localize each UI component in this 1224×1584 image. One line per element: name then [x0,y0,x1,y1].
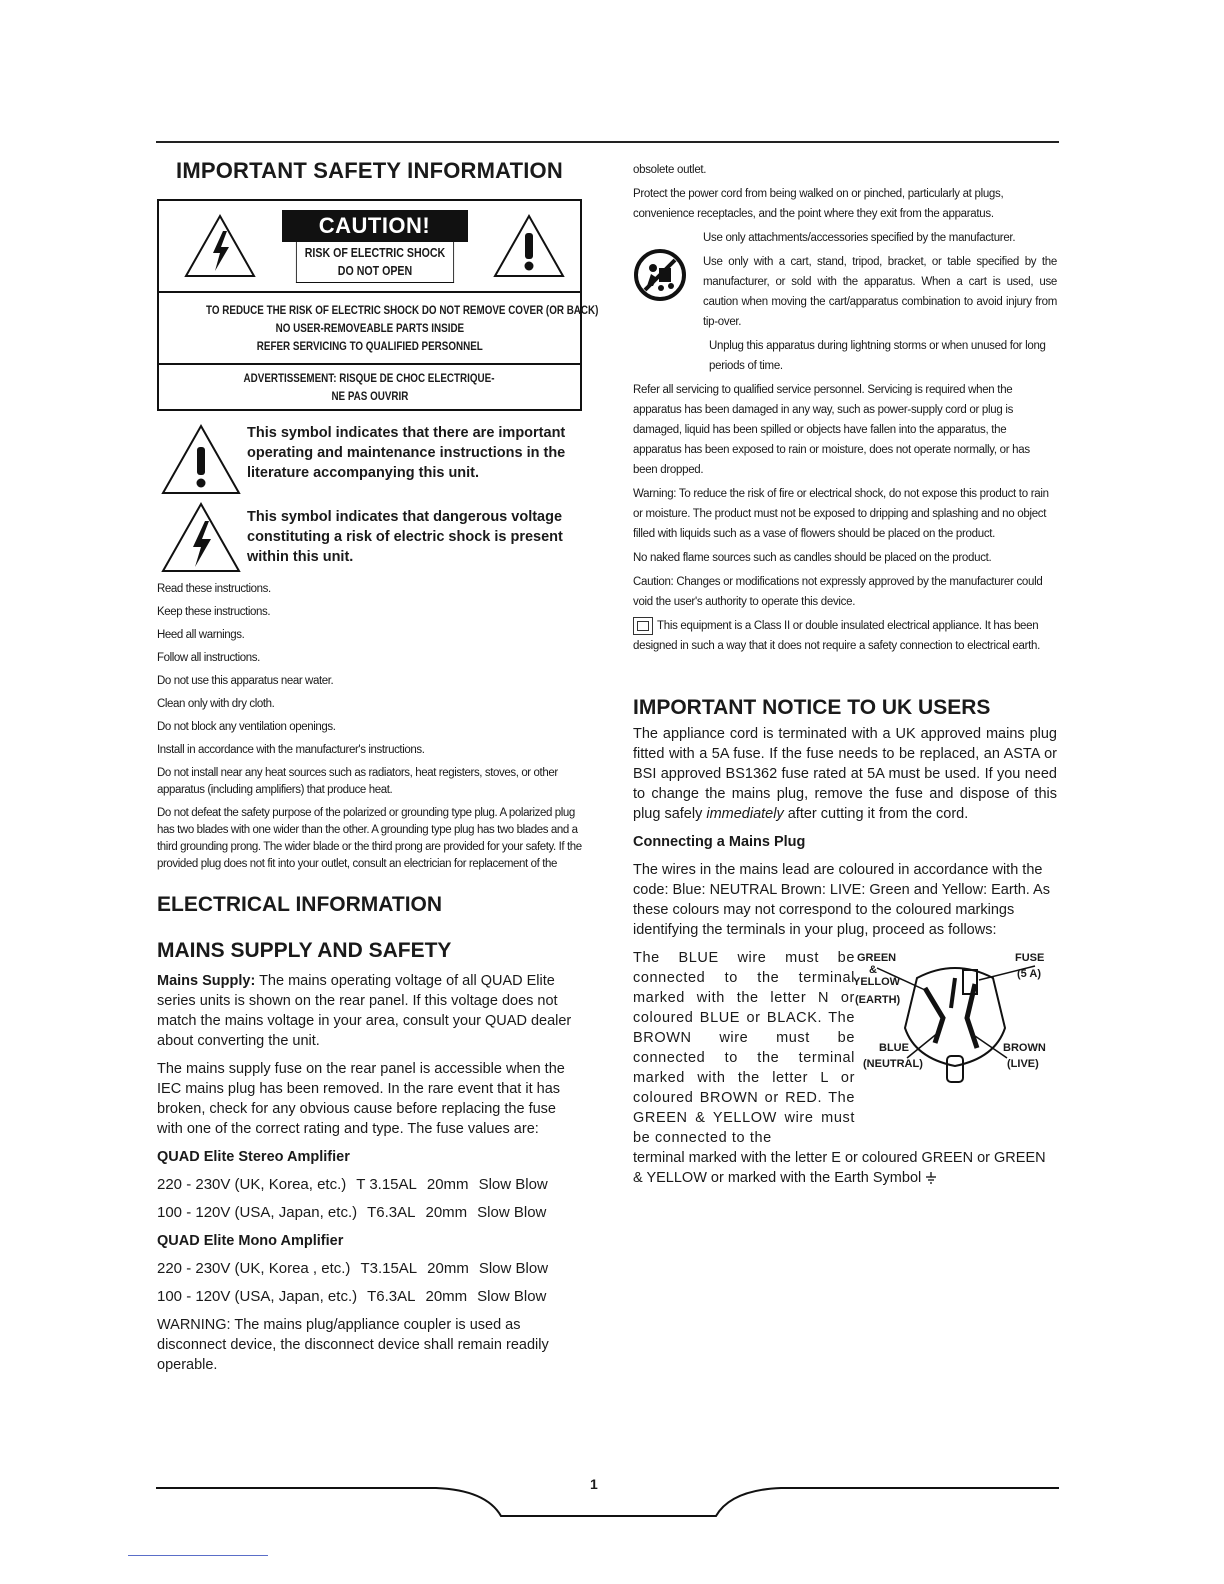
instruction-item: Do not defeat the safety purpose of the polarized or grounding type plug. A polarized plug has two blades with one wider than the other. A grounding type plug has two blades and a third grounding prong. The wider blade or the third prong are provided for your safety. If the provided plug does not fit into your outlet, consult an electrician for replacement of the [157,807,582,870]
power-cord-text: Protect the power cord from being walked on or pinched, particularly at plugs, convenience receptacles, and the point where they exit from the apparatus. [633,188,1004,220]
plug-instructions: The BLUE wire must be connected to the terminal marked with the letter N or coloured BLUE or BLACK. The BROWN wire must be connected to the terminal marked with the letter L or coloured BROWN or RED. The GREEN & YELLOW wire must be connected to the [633,950,855,1146]
label-fuse-value: (5 A) [1017,968,1042,980]
stereo-row [157,1203,582,1223]
wires-paragraph: The wires in the mains lead are coloured in accordance with the code: Blue: NEUTRAL Brown: LIVE: Green and Yellow: Earth. As these colours may not correspond to the coloured markings identifying the terminals in your plug, proceed as follows: [633,862,1050,938]
caution-row1-line1: TO REDUCE THE RISK OF ELECTRIC SHOCK DO NOT REMOVE COVER (OR BACK) [206,303,599,317]
uk-notice-body [633,724,1057,1188]
mains-title: MAINS SUPPLY AND SAFETY [157,939,452,962]
label-fuse: FUSE [1015,952,1045,964]
caution-warning-fr [159,363,580,409]
instruction-item: Follow all instructions. [157,652,260,664]
plug-instructions-end [633,1148,1057,1188]
earth-symbol-icon [925,1172,937,1184]
warning-paragraph: WARNING: The mains plug/appliance coupler is used as disconnect device, the disconnect device shall remain readily operable. [157,1317,549,1373]
safety-title: IMPORTANT SAFETY INFORMATION [176,158,563,183]
spec-range: 100 - 120V (USA, Japan, etc.) [157,1204,358,1221]
spec-size: 20mm [426,1176,469,1193]
label-yellow: YELLOW [853,976,901,988]
changes-caution-text: Caution: Changes or modifications not expressly approved by the manufacturer could void the user's authority to operate this device. [633,576,1043,608]
footer-decoration [156,1478,1059,1538]
spec-range: 220 - 230V (UK, Korea , etc.) [157,1260,351,1277]
uk-paragraph [633,724,1057,824]
instruction-item: Clean only with dry cloth. [157,698,275,710]
spec-size: 20mm [427,1260,469,1277]
tip-unplug: Unplug this apparatus during lightning storms or when unused for long periods of time. [709,340,1046,372]
caution-sub [295,242,453,283]
class2-text: This equipment is a Class II or double insulated electrical appliance. It has been designed in such a way that it does not require a safety connection to electrical earth. [633,620,1041,652]
label-live: (LIVE) [1007,1058,1039,1070]
mains-supply-paragraph [157,971,582,1051]
caution-title: CAUTION! [282,210,468,242]
uk-text-b: after cutting it from the cord. [783,806,969,822]
connecting-title: Connecting a Mains Plug [633,834,806,850]
header-rule [156,141,1059,143]
instructions-list [157,581,582,873]
uk-notice-title: IMPORTANT NOTICE TO UK USERS [633,696,991,719]
label-neutral: (NEUTRAL) [863,1058,923,1070]
bottom-link-underline [128,1555,268,1556]
uk-text-a: The appliance cord is terminated with a UK approved mains plug fitted with a 5A fuse. If the fuse needs to be replaced, an ASTA or BSI approved BS1362 fuse rated at 5A must be used. If you need to change the mains plug, remove the fuse and dispose of this plug safely [633,726,1057,822]
caution-row1-line2: NO USER-REMOVEABLE PARTS INSIDE [275,321,464,335]
plug-text-end: terminal marked with the letter E or coloured GREEN or GREEN & YELLOW or marked with the Earth Symbol [633,1150,1046,1186]
tip-over-block [633,228,1057,336]
label-earth: (EARTH) [855,994,901,1006]
spec-type: Slow Blow [477,1204,547,1221]
instruction-item: Do not use this apparatus near water. [157,675,334,687]
exclamation-triangle-icon [159,423,243,497]
instruction-item: Do not block any ventilation openings. [157,721,336,733]
label-amp: & [869,964,877,976]
instruction-item: Read these instructions. [157,583,271,595]
spec-type: Slow Blow [478,1260,549,1277]
spec-fuse: T6.3AL [367,1288,416,1305]
symbol-row-lightning [157,501,582,575]
caution-row1-line3: REFER SERVICING TO QUALIFIED PERSONNEL [256,339,483,353]
spec-type: Slow Blow [477,1288,547,1305]
symbol-row-exclamation [157,423,582,497]
right-instructions [633,160,1057,656]
caution-row2-line2: NE PAS OUVRIR [331,389,408,403]
spec-fuse: T3.15AL [360,1260,418,1277]
caution-sub-line1: RISK OF ELECTRIC SHOCK [304,245,445,260]
tip-over-text [703,228,1057,336]
caution-sub-line2: DO NOT OPEN [337,263,412,278]
caution-top [159,201,580,291]
label-brown: BROWN [1003,1042,1046,1054]
tip-cart: Use only with a cart, stand, tripod, bracket, or table specified by the manufacturer, or sold with the apparatus. When a cart is used, use caution when moving the cart/apparatus combination to avoid injury from tip-over. [703,256,1057,328]
label-blue: BLUE [879,1042,909,1054]
mono-row [157,1287,582,1307]
continuation-text: obsolete outlet. [633,164,707,176]
instruction-item: Keep these instructions. [157,606,271,618]
spec-range: 100 - 120V (USA, Japan, etc.) [157,1288,358,1305]
right-column [633,160,1057,1196]
symbol-text-lightning: This symbol indicates that dangerous voltage constituting a risk of electric shock is present within this unit. [247,509,563,565]
tip-over-icon-wrap [633,228,703,336]
exclamation-triangle-icon [492,213,566,279]
stereo-row [157,1175,582,1195]
tip-attachments: Use only attachments/accessories specified by the manufacturer. [703,232,1016,244]
instruction-item: Do not install near any heat sources such as radiators, heat registers, stoves, or other apparatus (including amplifiers) that produce heat. [157,767,558,796]
mains-supply-label: Mains Supply: [157,973,256,989]
spec-type: Slow Blow [478,1176,548,1193]
plug-diagram [855,948,1057,1098]
class2-paragraph [633,616,1057,656]
class2-double-square-icon [633,617,653,635]
instruction-item: Install in accordance with the manufacturer's instructions. [157,744,425,756]
fire-warning-text: Warning: To reduce the risk of fire or electrical shock, do not expose this product to rain or moisture. The product must not be exposed to dripping and splashing and no object filled with liquids such as a vase of flowers should be placed on the product. [633,488,1049,540]
left-column [157,150,599,1383]
instruction-item: Heed all warnings. [157,629,245,641]
stereo-title: QUAD Elite Stereo Amplifier [157,1149,350,1165]
symbol-text-exclamation: This symbol indicates that there are important operating and maintenance instructions in the literature accompanying this unit. [247,425,566,481]
spec-size: 20mm [425,1204,468,1221]
mains-body [157,971,582,1375]
spec-range: 220 - 230V (UK, Korea, etc.) [157,1176,347,1193]
cart-tip-over-icon [633,248,687,302]
mains-supply-text: The mains operating voltage of all QUAD Elite series units is shown on the rear panel. If this voltage does not match the mains voltage in your area, consult your QUAD dealer about converting the unit. [157,973,572,1049]
label-green: GREEN [857,952,897,964]
lightning-triangle-icon [183,213,257,279]
page-number: 1 [590,1476,598,1492]
lightning-triangle-icon [159,501,243,575]
mono-title: QUAD Elite Mono Amplifier [157,1233,344,1249]
fuse-paragraph: The mains supply fuse on the rear panel is accessible when the IEC mains plug has been removed. In the rare event that it has broken, check for any obvious cause before replacing the fuse with one of the correct rating and type. The fuse values are: [157,1061,565,1137]
caution-label [282,210,468,283]
uk-text-emphasis: immediately [706,806,784,822]
caution-box [157,199,599,411]
plug-section [633,948,1057,1148]
naked-flame-text: No naked flame sources such as candles should be placed on the product. [633,552,992,564]
electrical-title: ELECTRICAL INFORMATION [157,893,443,916]
servicing-text: Refer all servicing to qualified service personnel. Servicing is required when the apparatus has been damaged in any way, such as power-supply cord or plug is damaged, liquid has been spilled or objects have fallen into the apparatus, the apparatus has been exposed to rain or moisture, does not operate normally, or has been dropped. [633,384,1030,476]
spec-size: 20mm [425,1288,468,1305]
caution-warning-en [159,291,599,363]
spec-fuse: T6.3AL [367,1204,416,1221]
mono-row [157,1259,582,1279]
spec-fuse: T 3.15AL [356,1176,417,1193]
caution-row2-line1: ADVERTISSEMENT: RISQUE DE CHOC ELECTRIQUE- [244,371,495,385]
